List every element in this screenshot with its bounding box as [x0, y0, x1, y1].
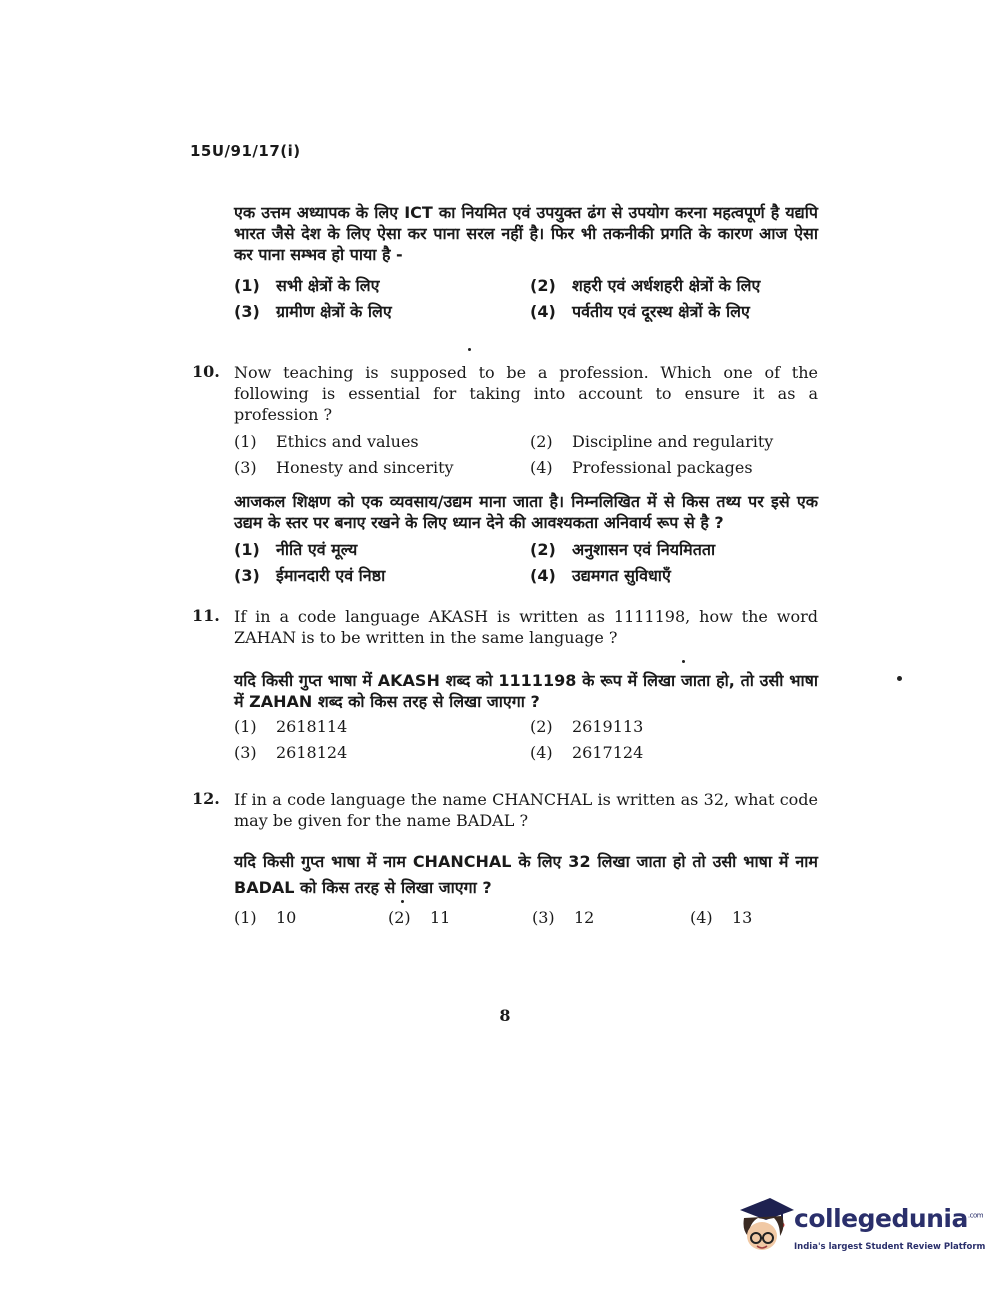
option-1: (1) नीति एवं मूल्य — [234, 540, 358, 559]
question-10-options-hindi — [234, 539, 818, 587]
question-9-hindi-text: एक उत्तम अध्यापक के लिए ICT का नियमित एवं उपयुक्त ढंग से उपयोग करना महत्वपूर्ण है यद्यपि भारत जैसे देश के लिए ऐसा कर पाना सरल नहीं है। फिर भी तकनीकी प्रगति के कारण आज ऐसा कर पाना सम्भव हो पाया है - — [234, 203, 818, 264]
question-11-english: If in a code language AKASH is written as 1111198, how the word ZAHAN is to be written in the same language ? — [234, 607, 818, 647]
option-2: (2) Discipline and regularity — [530, 432, 774, 451]
option-4: (4) Professional packages — [530, 458, 753, 477]
collegedunia-watermark — [736, 1196, 986, 1260]
question-10-english: Now teaching is supposed to be a profession. Which one of the following is essential for taking into account to ensure it as a profession ? — [234, 363, 818, 424]
option-2: (2) अनुशासन एवं नियमितता — [530, 540, 716, 559]
question-11 — [234, 606, 818, 764]
option-1: (1) सभी क्षेत्रों के लिए — [234, 276, 380, 295]
scan-speck — [468, 348, 471, 351]
option-4: (4) 2617124 — [530, 743, 644, 762]
option-2: (2) 11 — [388, 908, 451, 927]
question-11-hindi: यदि किसी गुप्त भाषा में AKASH शब्द को 1111198 के रूप में लिखा जाता हो, तो उसी भाषा में ZAHAN शब्द को किस तरह से लिखा जाएगा ? — [234, 671, 818, 711]
option-3: (3) 2618124 — [234, 743, 348, 762]
option-3: (3) ग्रामीण क्षेत्रों के लिए — [234, 302, 392, 321]
option-2: (2) शहरी एवं अर्धशहरी क्षेत्रों के लिए — [530, 276, 761, 295]
question-12-english: If in a code language the name CHANCHAL is written as 32, what code may be given for the name BADAL ? — [234, 790, 818, 830]
scan-speck — [897, 676, 902, 681]
scan-speck — [682, 660, 685, 663]
option-4: (4) उद्यमगत सुविधाएँ — [530, 566, 671, 585]
option-1: (1) Ethics and values — [234, 432, 419, 451]
question-9-options — [234, 275, 818, 323]
brand-tagline: India's largest Student Review Platform — [794, 1242, 986, 1252]
scan-speck — [401, 900, 404, 903]
student-mascot-icon — [736, 1196, 796, 1258]
question-12-options — [234, 907, 818, 929]
question-12 — [234, 789, 818, 929]
question-10 — [234, 362, 818, 587]
page-number: 8 — [499, 1006, 511, 1025]
question-12-hindi: यदि किसी गुप्त भाषा में नाम CHANCHAL के लिए 32 लिखा जाता हो तो उसी भाषा में नाम BADAL को किस तरह से लिखा जाएगा ? — [234, 852, 818, 897]
question-12-number: 12. — [192, 789, 220, 808]
option-3: (3) Honesty and sincerity — [234, 458, 454, 477]
option-4: (4) 13 — [690, 908, 753, 927]
brand-name: collegedunia$^{.com}$ — [794, 1204, 984, 1233]
option-3: (3) 12 — [532, 908, 595, 927]
option-1: (1) 2618114 — [234, 717, 348, 736]
option-3: (3) ईमानदारी एवं निष्ठा — [234, 566, 386, 585]
option-2: (2) 2619113 — [530, 717, 644, 736]
question-10-hindi: आजकल शिक्षण को एक व्यवसाय/उद्यम माना जाता है। निम्नलिखित में से किस तथ्य पर इसे एक उद्यम के स्तर पर बनाए रखने के लिए ध्यान देने की आवश्यकता अनिवार्य रूप से है ? — [234, 492, 818, 532]
option-1: (1) 10 — [234, 908, 297, 927]
question-11-options — [234, 716, 818, 764]
question-9-hindi — [234, 202, 818, 323]
question-10-number: 10. — [192, 362, 220, 381]
question-11-number: 11. — [192, 606, 220, 625]
paper-code: 15U/91/17(i) — [190, 142, 301, 160]
question-10-options-english — [234, 431, 818, 479]
option-4: (4) पर्वतीय एवं दूरस्थ क्षेत्रों के लिए — [530, 302, 750, 321]
